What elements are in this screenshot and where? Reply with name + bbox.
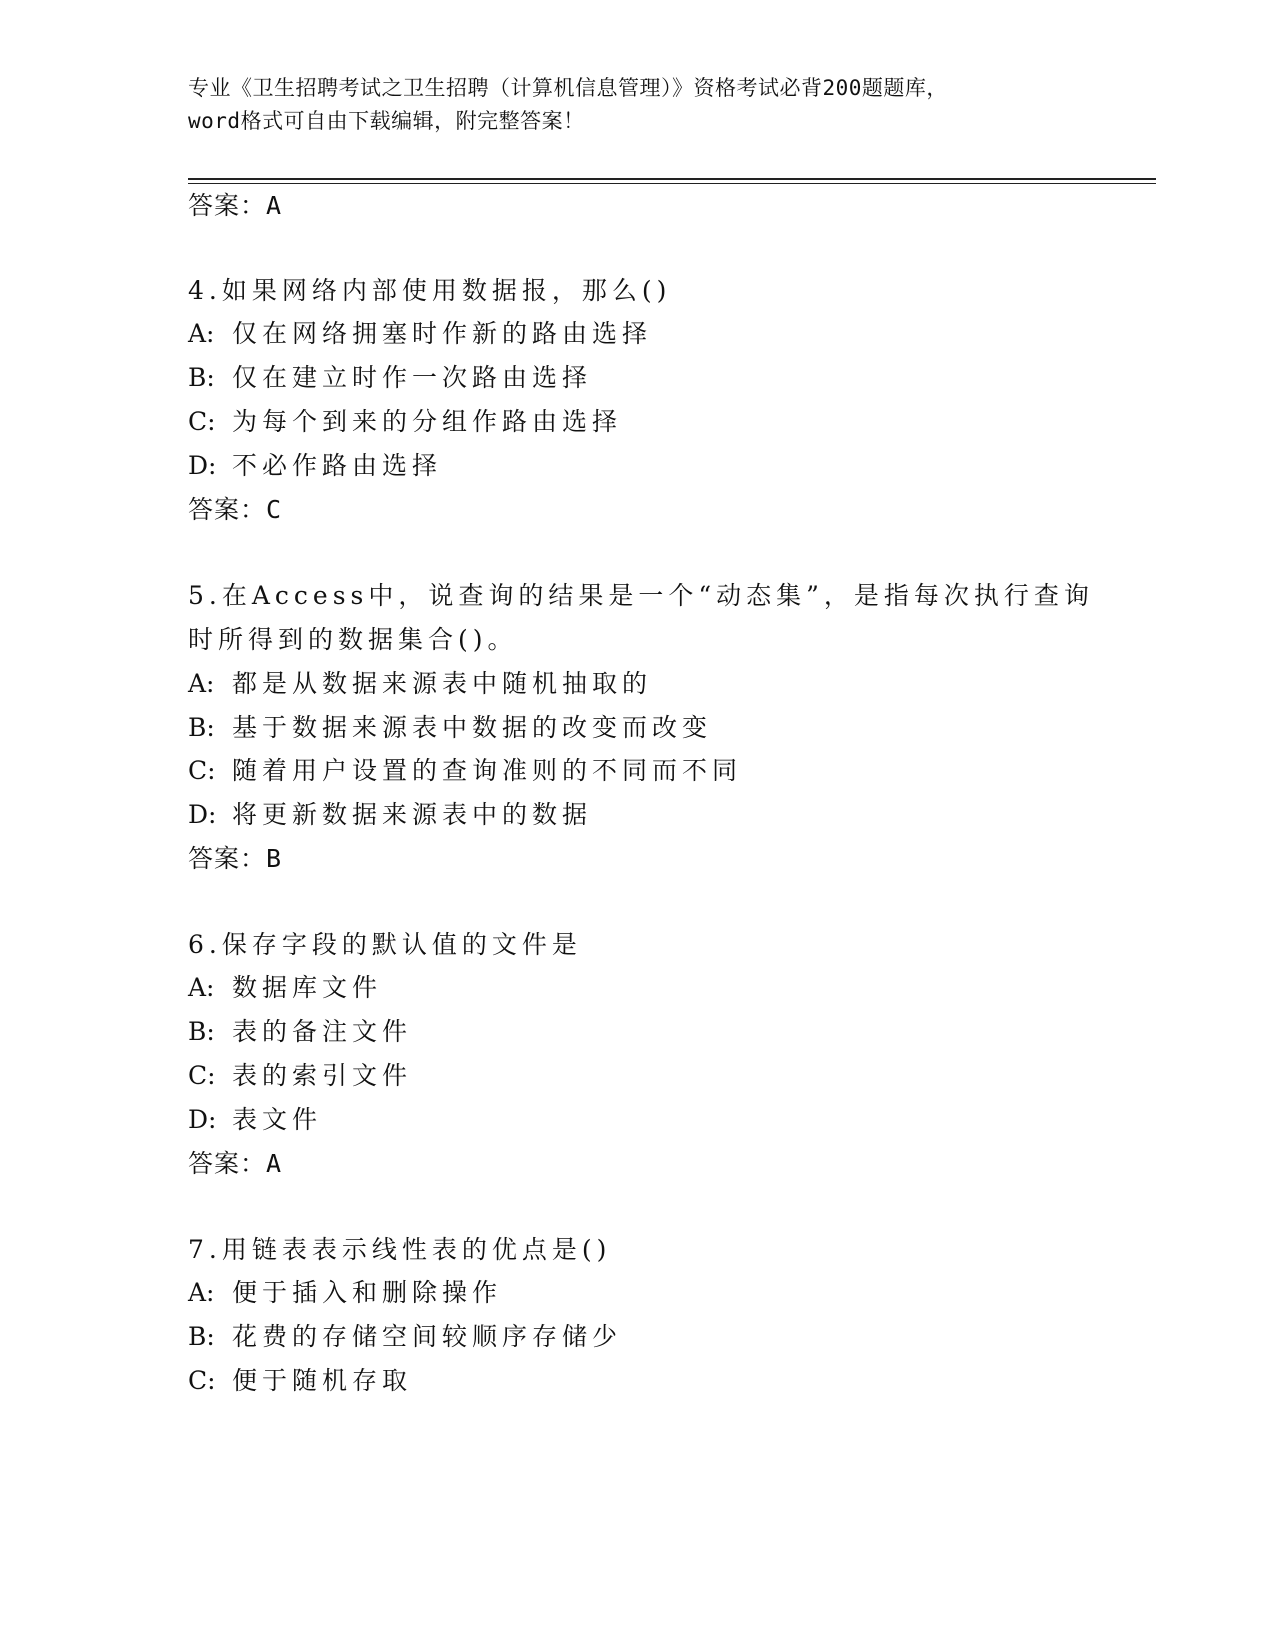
answer-label: 答案：: [188, 844, 267, 873]
header-title-line-1: 专业《卫生招聘考试之卫生招聘（计算机信息管理）》资格考试必背200题题库，: [188, 76, 948, 100]
header-divider-thin: [188, 183, 1156, 184]
question-7-option-b: [188, 1321, 622, 1353]
option-text: 表的备注文件: [232, 1017, 413, 1046]
option-key: B:: [188, 713, 215, 742]
answer-value: A: [266, 191, 282, 220]
question-6-option-d: [188, 1104, 322, 1136]
header-title-line-2: word格式可自由下载编辑，附完整答案！: [188, 109, 585, 133]
option-key: B:: [188, 1322, 215, 1351]
question-5-stem-line-2: 时所得到的数据集合()。: [188, 625, 518, 654]
option-text: 便于随机存取: [232, 1366, 413, 1395]
question-6-option-c: [188, 1060, 412, 1092]
question-6-option-b: [188, 1016, 412, 1048]
option-key: B:: [188, 1017, 215, 1046]
question-5-stem-line-1: 5.在Access中，说查询的结果是一个“动态集”，是指每次执行查询: [188, 581, 1094, 610]
option-text: 表的索引文件: [232, 1061, 413, 1090]
question-5-option-d: [188, 799, 592, 831]
question-5-option-a: [188, 668, 652, 700]
option-text: 仅在建立时作一次路由选择: [232, 363, 593, 392]
question-5-option-b: [188, 712, 712, 744]
question-7-option-c: [188, 1365, 412, 1397]
option-text: 数据库文件: [232, 973, 383, 1002]
question-7-stem: 7.用链表表示线性表的优点是(): [188, 1235, 612, 1264]
answer-line-prev: [188, 190, 281, 222]
question-5-answer: [188, 843, 281, 875]
question-4-option-a: [188, 318, 652, 350]
question-4-option-b: [188, 362, 592, 394]
option-text: 仅在网络拥塞时作新的路由选择: [232, 319, 653, 348]
question-4-option-c: [188, 406, 622, 438]
answer-label: 答案：: [188, 191, 267, 220]
option-key: C:: [188, 756, 216, 785]
option-key: A:: [188, 973, 215, 1002]
answer-label: 答案：: [188, 495, 267, 524]
option-key: C:: [188, 407, 216, 436]
option-text: 花费的存储空间较顺序存储少: [232, 1322, 623, 1351]
option-key: C:: [188, 1366, 216, 1395]
answer-label: 答案：: [188, 1149, 267, 1178]
option-text: 基于数据来源表中数据的改变而改变: [232, 713, 713, 742]
option-text: 将更新数据来源表中的数据: [232, 800, 593, 829]
option-text: 为每个到来的分组作路由选择: [232, 407, 623, 436]
option-key: D:: [188, 800, 217, 829]
option-key: A:: [188, 669, 215, 698]
answer-value: C: [266, 495, 282, 524]
option-text: 不必作路由选择: [232, 451, 443, 480]
question-5-option-c: [188, 755, 742, 787]
question-7-option-a: [188, 1277, 502, 1309]
option-key: D:: [188, 451, 217, 480]
option-key: A:: [188, 319, 215, 348]
option-key: D:: [188, 1105, 217, 1134]
option-key: B:: [188, 363, 215, 392]
question-4-option-d: [188, 450, 442, 482]
question-6-answer: [188, 1148, 281, 1180]
answer-value: B: [266, 844, 282, 873]
option-text: 表文件: [232, 1105, 323, 1134]
option-text: 随着用户设置的查询准则的不同而不同: [232, 756, 743, 785]
option-key: C:: [188, 1061, 216, 1090]
document-header: [188, 72, 1088, 138]
option-key: A:: [188, 1278, 215, 1307]
question-4-answer: [188, 494, 281, 526]
question-6-option-a: [188, 972, 382, 1004]
question-4-stem: 4.如果网络内部使用数据报，那么(): [188, 276, 672, 305]
header-divider-thick: [188, 178, 1156, 180]
question-6-stem: 6.保存字段的默认值的文件是: [188, 930, 582, 959]
option-text: 便于插入和删除操作: [232, 1278, 503, 1307]
option-text: 都是从数据来源表中随机抽取的: [232, 669, 653, 698]
answer-value: A: [266, 1149, 282, 1178]
